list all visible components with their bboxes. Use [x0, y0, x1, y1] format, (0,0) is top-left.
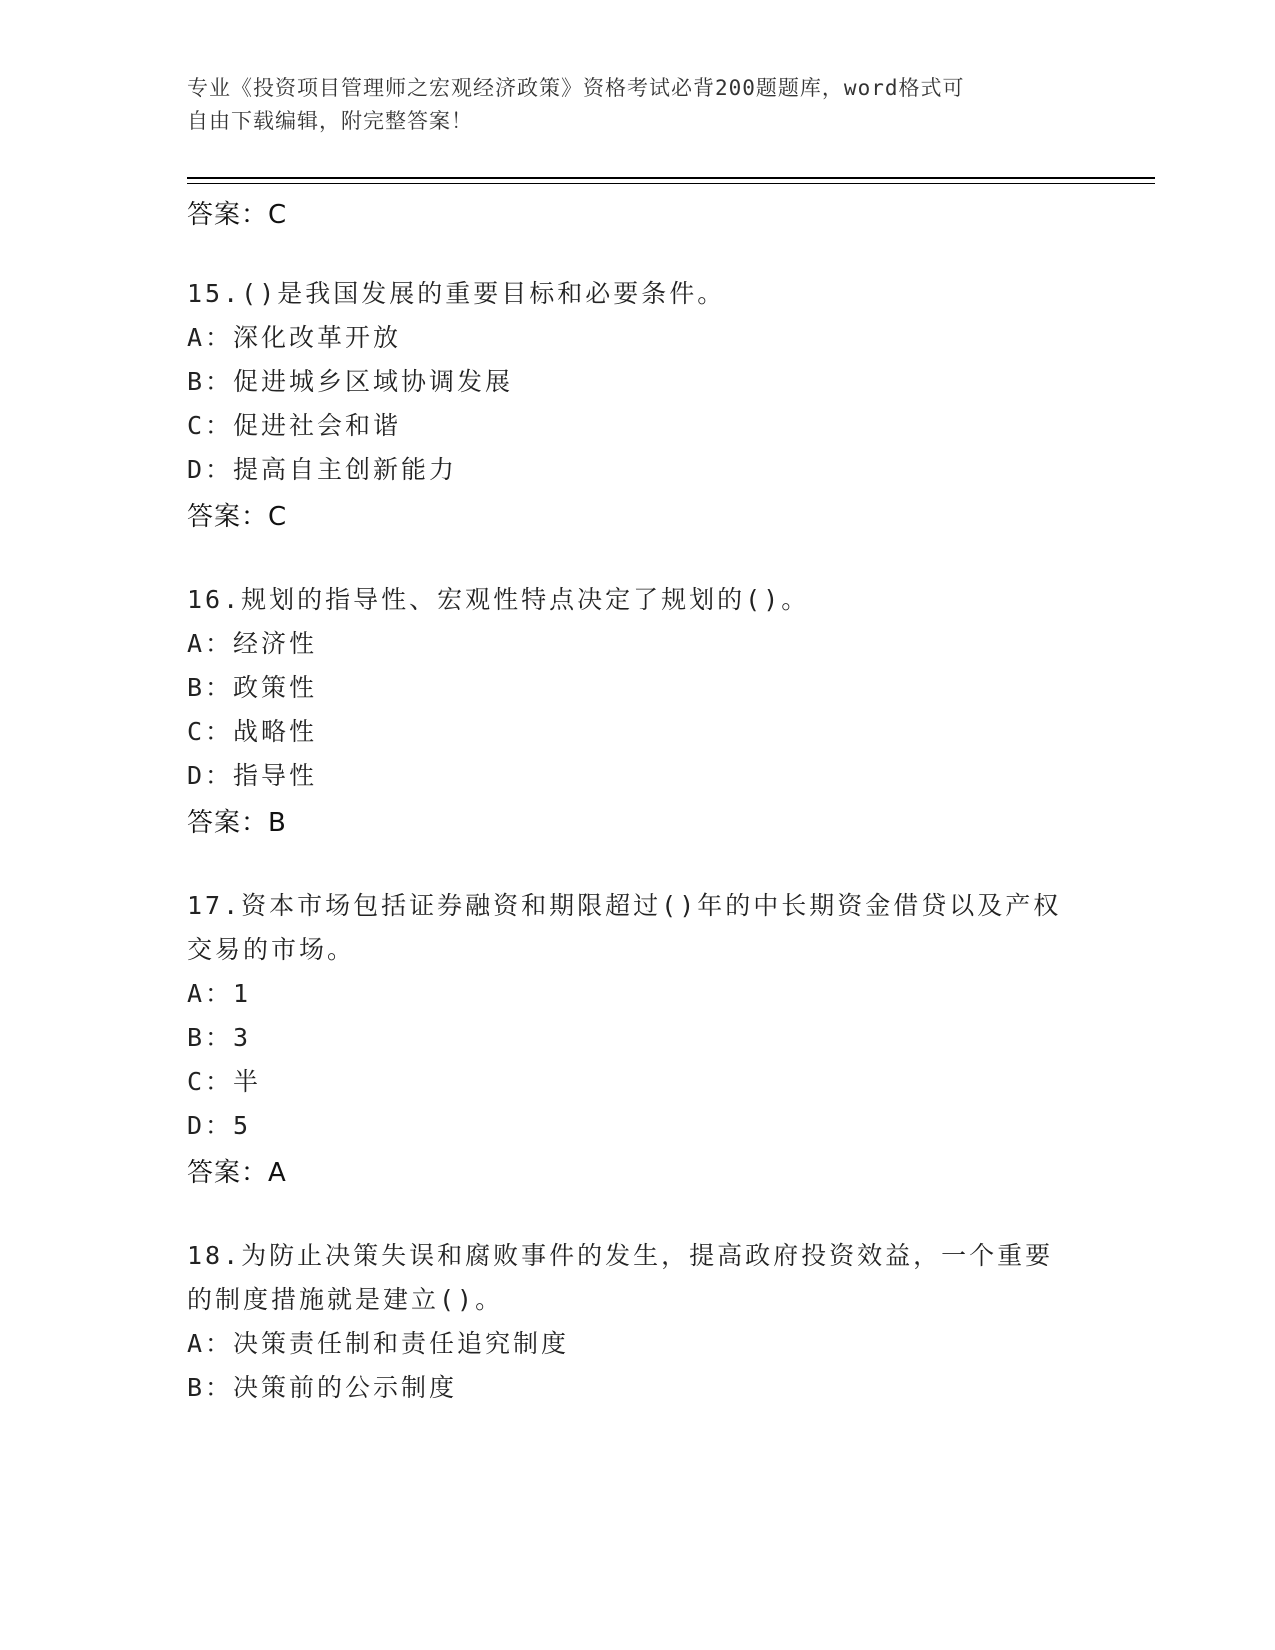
- question-15-option-c: C：促进社会和谐: [187, 411, 402, 440]
- question-16-option-b: B：政策性: [187, 673, 318, 702]
- question-17-text-line-1: 17.资本市场包括证券融资和期限超过()年的中长期资金借贷以及产权: [187, 891, 1062, 920]
- question-16-option-d: D：指导性: [187, 761, 318, 790]
- question-17-option-a: A：1: [187, 979, 252, 1008]
- question-15-text: 15.()是我国发展的重要目标和必要条件。: [187, 279, 726, 308]
- header-line-1: 专业《投资项目管理师之宏观经济政策》资格考试必背200题题库，word格式可: [187, 76, 965, 100]
- answer-14: 答案：C: [187, 200, 288, 230]
- question-16-option-a: A：经济性: [187, 629, 318, 658]
- question-15-answer: 答案：C: [187, 502, 288, 532]
- question-17-text-line-2: 交易的市场。: [187, 935, 356, 964]
- question-17-answer: 答案：A: [187, 1158, 287, 1188]
- document-header: [187, 72, 1067, 138]
- header-divider-top: [187, 177, 1155, 179]
- question-17-option-c: C：半: [187, 1067, 262, 1096]
- question-15-option-b: B：促进城乡区域协调发展: [187, 367, 514, 396]
- header-divider-bottom: [187, 183, 1155, 184]
- question-17-option-d: D：5: [187, 1111, 252, 1140]
- question-17-option-b: B：3: [187, 1023, 252, 1052]
- question-15-option-a: A：深化改革开放: [187, 323, 402, 352]
- question-15-option-d: D：提高自主创新能力: [187, 455, 458, 484]
- question-18-text-line-2: 的制度措施就是建立()。: [187, 1285, 504, 1314]
- question-16-answer: 答案：B: [187, 808, 287, 838]
- question-18-option-b: B：决策前的公示制度: [187, 1373, 458, 1402]
- question-16-option-c: C：战略性: [187, 717, 318, 746]
- question-16-text: 16.规划的指导性、宏观性特点决定了规划的()。: [187, 585, 810, 614]
- header-line-2: 自由下载编辑，附完整答案！: [187, 109, 473, 133]
- question-18-option-a: A：决策责任制和责任追究制度: [187, 1329, 570, 1358]
- question-18-text-line-1: 18.为防止决策失误和腐败事件的发生，提高政府投资效益，一个重要: [187, 1241, 1054, 1270]
